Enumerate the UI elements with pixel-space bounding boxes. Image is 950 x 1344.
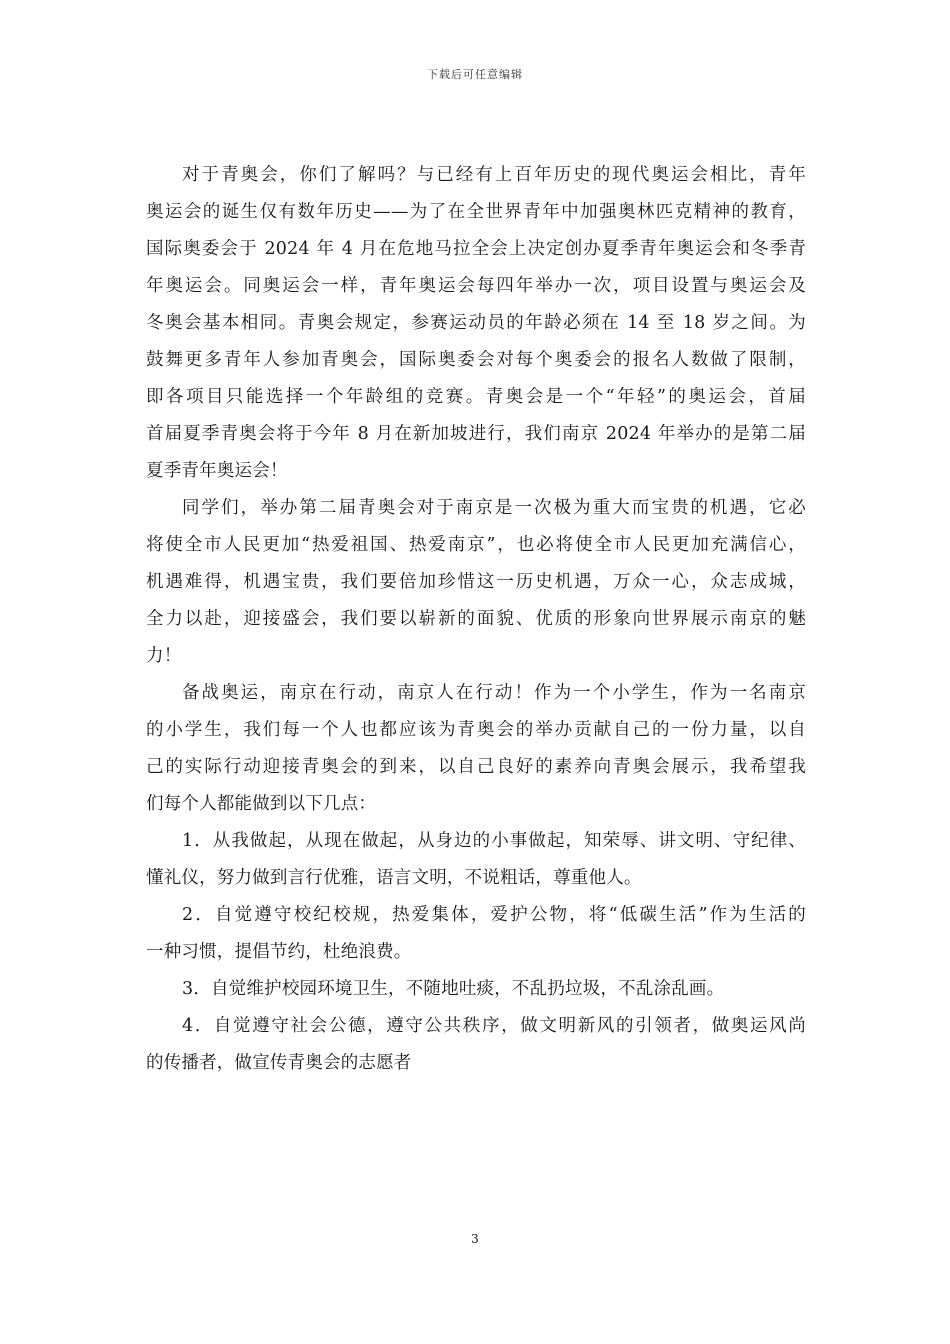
document-body	[146, 157, 806, 1082]
list-item-line: 一种习惯，提倡节约，杜绝浪费。	[146, 942, 412, 962]
list-item-line: 1．从我做起，从现在做起，从身边的小事做起，知荣辱、讲文明、守纪律、	[182, 831, 806, 851]
text-line: 夏季青年奥运会！	[146, 461, 288, 481]
text-line: 对于青奥会，你们了解吗？与已经有上百年历史的现代奥运会相比，青年	[182, 165, 806, 185]
text-line: 同学们，举办第二届青奥会对于南京是一次极为重大而宝贵的机遇，它必	[182, 498, 806, 518]
text-line: 即各项目只能选择一个年龄组的竞赛。青奥会是一个“年轻”的奥运会，首届	[146, 387, 806, 407]
text-line: 国际奥委会于 2024 年 4 月在危地马拉全会上决定创办夏季青年奥运会和冬季青	[146, 239, 806, 259]
text-line: 奥运会的诞生仅有数年历史——为了在全世界青年中加强奥林匹克精神的教育，	[146, 202, 806, 222]
list-item-line: 3．自觉维护校园环境卫生，不随地吐痰，不乱扔垃圾，不乱涂乱画。	[182, 979, 725, 999]
text-line: 的小学生，我们每一个人也都应该为青奥会的举办贡献自己的一份力量，以自	[146, 720, 806, 740]
text-line: 将使全市人民更加“热爱祖国、热爱南京”，也必将使全市人民更加充满信心，	[146, 535, 806, 555]
text-line: 冬奥会基本相同。青奥会规定，参赛运动员的年龄必须在 14 至 18 岁之间。为	[146, 313, 806, 333]
header-note: 下载后可任意编辑	[427, 68, 523, 81]
text-line: 机遇难得，机遇宝贵，我们要倍加珍惜这一历史机遇，万众一心，众志成城，	[146, 572, 806, 592]
page-number: 3	[471, 1232, 479, 1246]
text-line: 力！	[146, 646, 182, 666]
text-line: 首届夏季青奥会将于今年 8 月在新加坡进行，我们南京 2024 年举办的是第二届	[146, 424, 806, 444]
list-item-line: 4．自觉遵守社会公德，遵守公共秩序，做文明新风的引领者，做奥运风尚	[182, 1016, 806, 1036]
list-item-line: 的传播者，做宣传青奥会的志愿者	[146, 1053, 412, 1073]
list-item-line: 2．自觉遵守校纪校规，热爱集体，爱护公物，将“低碳生活”作为生活的	[182, 905, 806, 925]
text-line: 己的实际行动迎接青奥会的到来，以自己良好的素养向青奥会展示，我希望我	[146, 757, 806, 777]
text-line: 全力以赴，迎接盛会，我们要以崭新的面貌、优质的形象向世界展示南京的魅	[146, 609, 806, 629]
text-line: 们每个人都能做到以下几点：	[146, 794, 377, 814]
text-line: 备战奥运，南京在行动，南京人在行动！作为一个小学生，作为一名南京	[182, 683, 806, 703]
text-line: 鼓舞更多青年人参加青奥会，国际奥委会对每个奥委会的报名人数做了限制，	[146, 350, 806, 370]
text-line: 年奥运会。同奥运会一样，青年奥运会每四年举办一次，项目设置与奥运会及	[146, 276, 806, 296]
list-item-line: 懂礼仪，努力做到言行优雅，语言文明，不说粗话，尊重他人。	[146, 868, 642, 888]
